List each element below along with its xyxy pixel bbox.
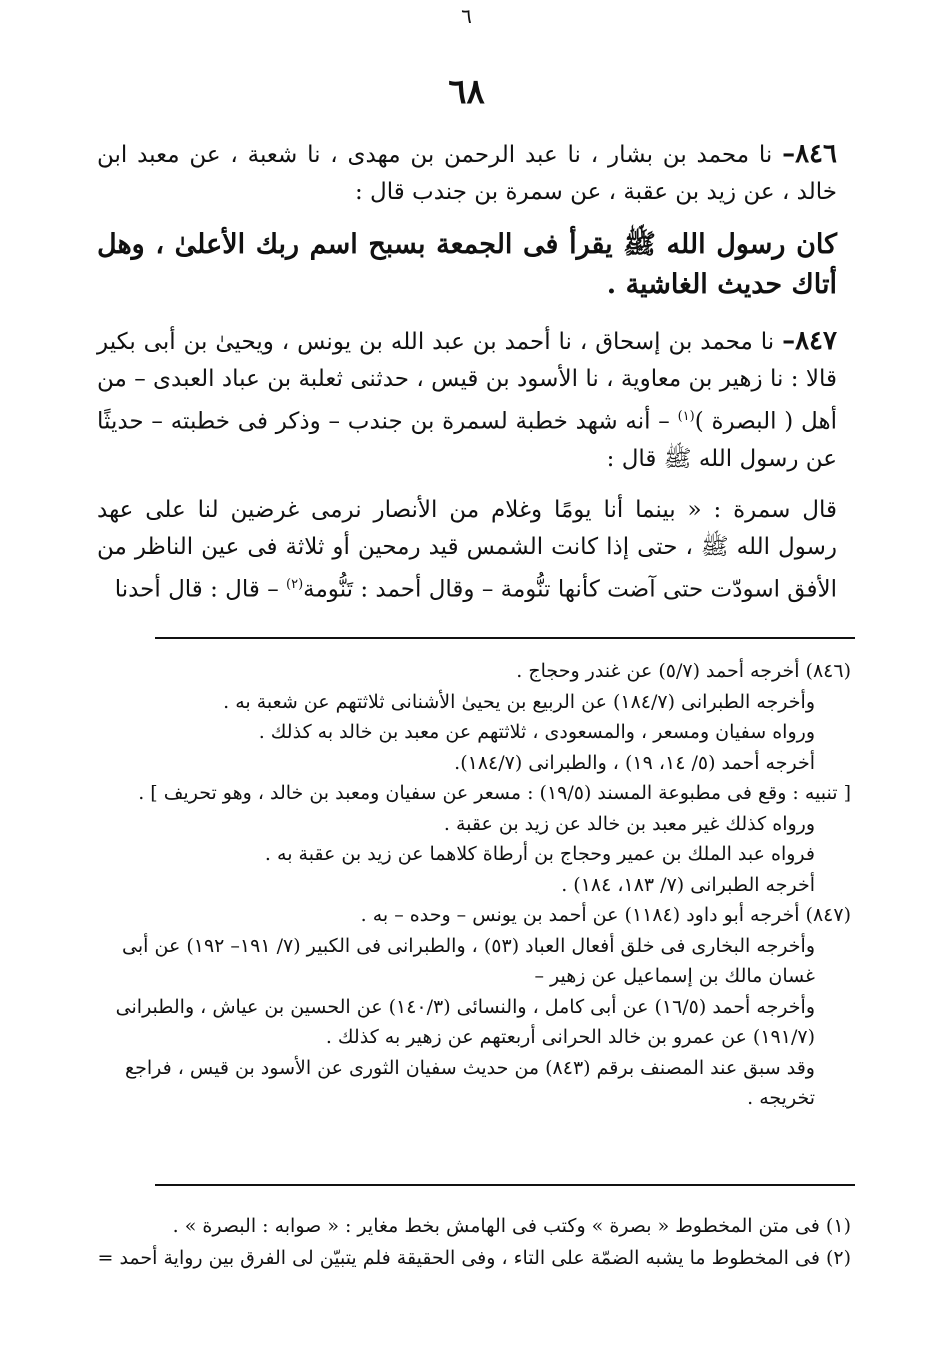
isnad-text: نا محمد بن بشار ، نا عبد الرحمن بن مهدى ، نا شعبة ، عن معبد ابن خالد ، عن زيد بن عقبة ، عن سمرة بن جندب قال :	[97, 142, 837, 205]
note-line: وأخرجه أحمد (١٦/٥) عن أبى كامل ، والنسائى (١٤٠/٣) عن الحسين بن عياش ، والطبرانى (١٩١/٧) عن عمرو بن خالد الحرانى أربعتهم عن زهير به كذلك .	[115, 995, 815, 1048]
note-line: وقد سبق عند المصنف برقم (٨٤٣) من حديث سفيان الثورى عن الأسود بن قيس ، فراجع تخريجه .	[125, 1056, 815, 1109]
note-line: ورواه كذلك غير معبد بن خالد عن زيد بن عقبة .	[443, 812, 815, 835]
note-line: وأخرجه الطبرانى (١٨٤/٧) عن الربيع بن يحيىٰ الأشنانى ثلاثتهم عن شعبة به .	[223, 690, 815, 713]
footnote-ref: (٢)	[286, 576, 304, 592]
note-line: أخرجه الطبرانى (٧/ ١٨٣، ١٨٤) .	[561, 873, 815, 896]
footnote-ref: (١)	[677, 409, 695, 424]
footnote: (١) فى متن المخطوط « بصرة » وكتب فى الهامش بخط مغاير : « صوابه : البصرة » .	[172, 1215, 851, 1237]
footnote: (٢) فى المخطوط ما يشبه الضمّة على التاء ، وفى الحقيقة فلم يتبيّن لى الفرق بين رواية أحمد =	[97, 1247, 851, 1269]
hadith-number: ٨٤٦–	[782, 139, 837, 169]
note-line: ورواه سفيان ومسعر ، والمسعودى ، ثلاثتهم عن معبد بن خالد به كذلك .	[258, 721, 815, 743]
matn-text: – قال : قال أحدنا	[114, 576, 287, 603]
isnad-text: نا محمد بن إسحاق ، نا أحمد بن عبد الله بن يونس ، ويحيىٰ بن أبى بكير قالا : نا زهير بن معاوية ، نا الأسود بن قيس ، حدثنى ثعلبة بن عباد العبدى – من أهل ( البصرة )	[97, 329, 837, 435]
note-line: فرواه عبد الملك بن عمير وحجاج بن أرطاة كلاهما عن زيد بن عقبة به .	[264, 843, 815, 865]
matn-text: قال سمرة : « بينما أنا يومًا وغلام من الأنصار نرمى غرضين لنا على عهد رسول الله ﷺ ، حتى إذا كانت الشمس قيد رمحين أو ثلاثة فى عين الناظر من الأفق اسودّت حتى آضت كأنها تنُّومة – وقال أحمد : تَنُّومة	[97, 496, 837, 603]
note-line: (٨٤٦) أخرجه أحمد (٥/٧) عن غندر وحجاج .	[516, 660, 851, 682]
note-line: (٨٤٧) أخرجه أبو داود (١١٨٤) عن أحمد بن يونس – وحده – به .	[360, 904, 851, 926]
note-line: أخرجه أحمد (٥/ ١٤، ١٩) ، والطبرانى (١٨٤/٧).	[454, 751, 815, 774]
hadith-847-isnad	[97, 323, 837, 478]
isnad-text: – أنه شهد خطبة لسمرة بن جندب – وذكر فى خطبته – حديثًا عن رسول الله ﷺ قال :	[97, 408, 837, 472]
divider	[155, 637, 855, 639]
hadith-846-isnad	[97, 136, 837, 211]
page-number: ٦٨	[448, 72, 485, 112]
main-text	[97, 136, 837, 622]
note-line: وأخرجه البخارى فى خلق أفعال العباد (٥٣) ، والطبرانى فى الكبير (٧/ ١٩١– ١٩٢) عن أبى غسان مالك بن إسماعيل عن زهير –	[122, 934, 815, 987]
hadith-847-matn	[97, 492, 837, 609]
note-line: [ تنبيه : وقع فى مطبوعة المسند (١٩/٥) : مسعر عن سفيان ومعبد بن خالد ، وهو تحريف ] .	[138, 782, 851, 804]
divider	[155, 1184, 855, 1186]
footnotes	[91, 1210, 851, 1274]
takhrij-notes	[91, 656, 851, 1114]
hadith-846-matn: كان رسول الله ﷺ يقرأ فى الجمعة بسبح اسم ربك الأعلىٰ ، وهل أتاك حديث الغاشية .	[97, 229, 837, 300]
top-marker: ٦	[461, 4, 472, 28]
hadith-number: ٨٤٧–	[782, 326, 837, 356]
